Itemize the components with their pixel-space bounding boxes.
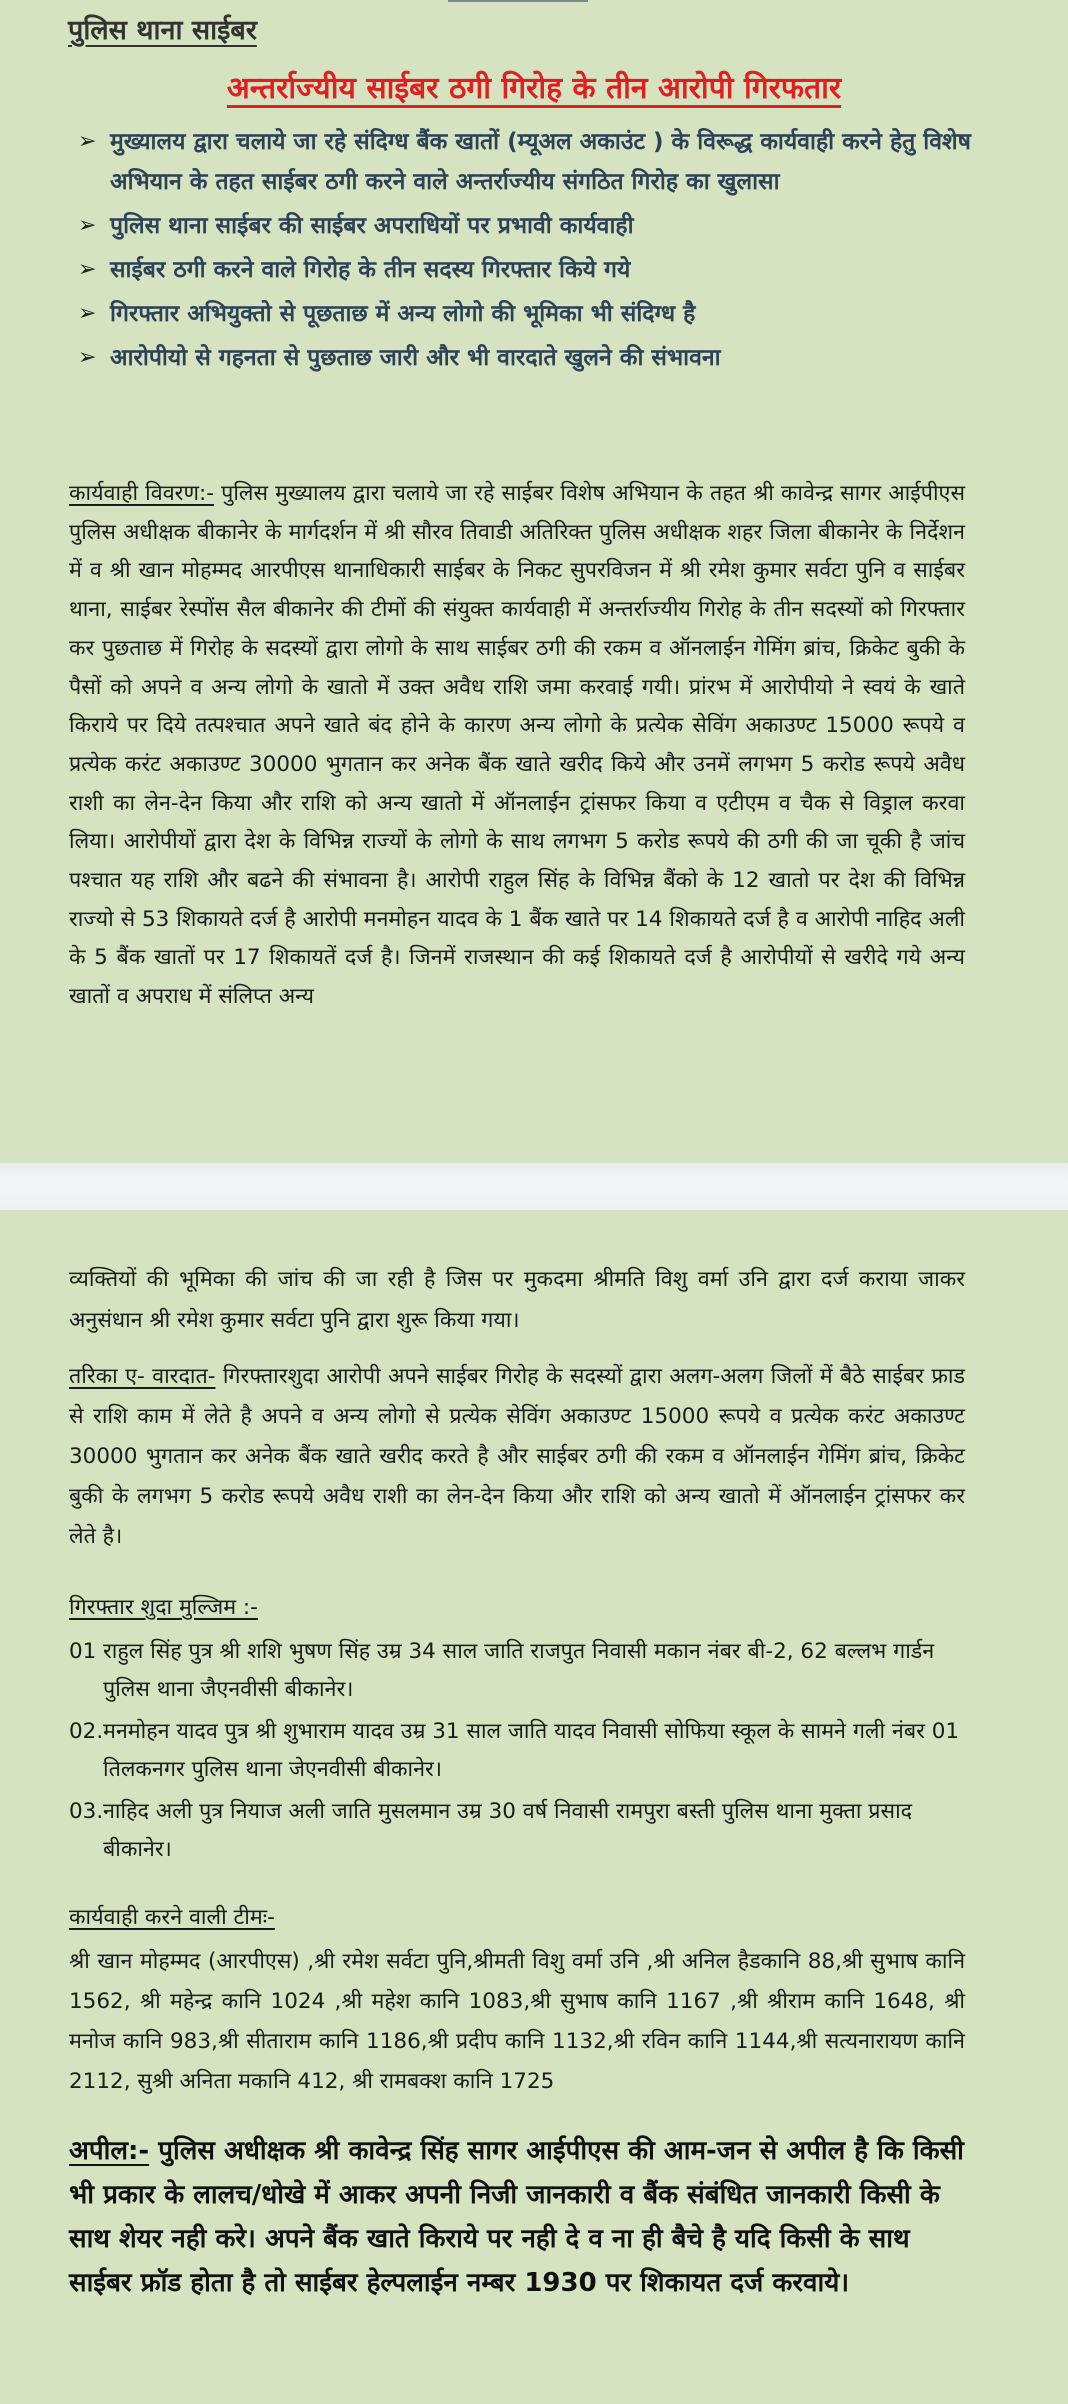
arrow-bullet-icon: ➢ (78, 129, 97, 154)
list-item: 01 राहुल सिंह पुत्र श्री शशि भुषण सिंह उम्र 34 साल जाति राजपुत निवासी मकान नंबर बी-2, 62 बल्लभ गार्डन पुलिस थाना जैएनवीसी बीकानेर। (69, 1639, 935, 1702)
team-paragraph: श्री खान मोहम्मद (आरपीएस) ,श्री रमेश सर्वटा पुनि,श्रीमती विशु वर्मा उनि ,श्री अनिल हैडकानि 88,श्री सुभाष कानि 1562, श्री महेन्द्र कानि 1024 ,श्री महेश कानि 1083,श्री सुभाष कानि 1167 ,श्री श्रीराम कानि 1648, श्री मनोज कानि 983,श्री सीताराम कानि 1186,श्री प्रदीप कानि 1132,श्री रविन कानि 1144,श्री सत्यनारायण कानि 2112, सुश्री अनिता मकानि 412, श्री रामबक्श कानि 1725 (69, 1949, 965, 2094)
highlights-list (78, 122, 978, 382)
list-item: ➢ साईबर ठगी करने वाले गिरोह के तीन सदस्य गिरफ्तार किये गये (78, 250, 978, 290)
station-label: पुलिस थाना साईबर (68, 15, 257, 46)
page-title: अन्तर्राज्यीय साईबर ठगी गिरोह के तीन आरोपी गिरफतार (226, 71, 842, 106)
arrow-bullet-icon: ➢ (78, 345, 97, 370)
list-item: ➢ गिरफ्तार अभियुक्तो से पूछताछ में अन्य लोगो की भूमिका भी संदिग्ध है (78, 294, 978, 334)
modus-operandi-label: तरिका ए- वारदात- (69, 1364, 216, 1389)
list-item: ➢ आरोपीयो से गहनता से पुछताछ जारी और भी वारदाते खुलने की संभावना (78, 338, 978, 378)
list-item: 02.मनमोहन यादव पुत्र श्री शुभाराम यादव उम्र 31 साल जाति यादव निवासी सोफिया स्कूल के सामने गली नंबर 01 तिलकनगर पुलिस थाना जेएनवीसी बीकानेर। (69, 1719, 960, 1782)
arrow-bullet-icon: ➢ (78, 257, 97, 282)
page-separator (0, 1163, 1068, 1210)
appeal-label: अपील:- (69, 2136, 150, 2166)
top-rule (448, 0, 588, 2)
continuation-paragraph: व्यक्तियों की भूमिका की जांच की जा रही है जिस पर मुकदमा श्रीमति विशु वर्मा उनि द्वारा दर्ज कराया जाकर अनुसंधान श्री रमेश कुमार सर्वटा पुनि द्वारा शुरू किया गया। (69, 1267, 965, 1333)
appeal-paragraph: अपील:- पुलिस अधीक्षक श्री कावेन्द्र सिंह सागर आईपीएस की आम-जन से अपील है कि किसी भी प्रकार के लालच/धोखे में आकर अपनी निजी जानकारी व बैंक संबंधित जानकारी किसी के साथ शेयर नही करे। अपने बैंक खाते किराये पर नही दे व ना ही बैचे है यदि किसी के साथ साईबर फ्रॉड होता है तो साईबर हेल्पलाईन नम्बर 1930 पर शिकायत दर्ज करवाये। (69, 2136, 964, 2298)
action-details-label: कार्यवाही विवरण:- (69, 481, 214, 506)
list-item: ➢ पुलिस थाना साईबर की साईबर अपराधियों पर प्रभावी कार्यवाही (78, 206, 978, 246)
list-item: 03.नाहिद अली पुत्र नियाज अली जाति मुसलमान उम्र 30 वर्ष निवासी रामपुरा बस्ती पुलिस थाना मुक्ता प्रसाद बीकानेर। (69, 1799, 913, 1862)
team-heading: कार्यवाही करने वाली टीमः- (69, 1905, 275, 1930)
arrow-bullet-icon: ➢ (78, 213, 97, 238)
list-item: ➢ मुख्यालय द्वारा चलाये जा रहे संदिग्ध बैंक खातों (म्यूअल अकाउंट ) के विरूद्ध कार्यवाही करने हेतु विशेष अभियान के तहत साईबर ठगी करने वाले अन्तर्राज्यीय संगठित गिरोह का खुलासा (78, 122, 978, 202)
arrested-list (69, 1633, 969, 1873)
action-details-paragraph: कार्यवाही विवरण:- पुलिस मुख्यालय द्वारा चलाये जा रहे साईबर विशेष अभियान के तहत श्री कावेन्द्र सागर आईपीएस पुलिस अधीक्षक बीकानेर के मार्गदर्शन में श्री सौरव तिवाडी अतिरिक्त पुलिस अधीक्षक शहर जिला बीकानेर के निर्देशन में व श्री खान मोहम्मद आरपीएस थानाधिकारी साईबर के निकट सुपरविजन में श्री रमेश कुमार सर्वटा पुनि व साईबर थाना, साईबर रेस्पोंस सैल बीकानेर की टीमों की संयुक्त कार्यवाही में अन्तर्राज्यीय गिरोह के तीन सदस्यों को गिरफ्तार कर पुछताछ में गिरोह के सदस्यों द्वारा लोगो के साथ साईबर ठगी की रकम व ऑनलाईन गेमिंग ब्रांच, क्रिकेट बुकी के पैसों को अपने व अन्य लोगो के खातो में उक्त अवैध राशि जमा करवाई गयी। प्रांरभ में आरोपीयो ने स्वयं के खाते किराये पर दिये तत्पश्चात अपने खाते बंद होने के कारण अन्य लोगो के प्रत्येक सेविंग अकाउण्ट 15000 रूपये व प्रत्येक करंट अकाउण्ट 30000 भुगतान कर अनेक बैंक खाते खरीद किये और उनमें लगभग 5 करोड रूपये अवैध राशी का लेन-देन किया और राशि को अन्य खातो में ऑनलाईन ट्रांसफर किया व एटीएम व चैक से विड्राल करवा लिया। आरोपीयों द्वारा देश के विभिन्न राज्यों के लोगो के साथ लगभग 5 करोड रूपये की ठगी की जा चूकी है जांच पश्चात यह राशि और बढने की संभावना है। आरोपी राहुल सिंह के विभिन्न बैंको के 12 खातो पर देश की विभिन्न राज्यो से 53 शिकायते दर्ज है आरोपी मनमोहन यादव के 1 बैंक खाते पर 14 शिकायते दर्ज है व आरोपी नाहिद अली के 5 बैंक खातों पर 17 शिकायतें दर्ज है। जिनमें राजस्थान की कई शिकायते दर्ज है आरोपीयों से खरीदे गये अन्य खातों व अपराध में संलिप्त अन्य (69, 481, 965, 1010)
arrow-bullet-icon: ➢ (78, 301, 97, 326)
arrested-heading: गिरफ्तार शुदा मुल्जिम :- (69, 1595, 258, 1620)
modus-operandi-paragraph: तरिका ए- वारदात- गिरफ्तारशुदा आरोपी अपने साईबर गिरोह के सदस्यों द्वारा अलग-अलग जिलों में बैठे साईबर फ्राड से राशि काम में लेते है अपने व अन्य लोगो से प्रत्येक सेविंग अकाउण्ट 15000 रूपये व प्रत्येक करंट अकाउण्ट 30000 भुगतान कर अनेक बैंक खाते खरीद करते है और साईबर ठगी की रकम व ऑनलाईन गेमिंग ब्रांच, क्रिकेट बुकी के लगभग 5 करोड रूपये अवैध राशी का लेन-देन किया और राशि को अन्य खातो में ऑनलाईन ट्रांसफर कर लेते है। (69, 1364, 965, 1549)
